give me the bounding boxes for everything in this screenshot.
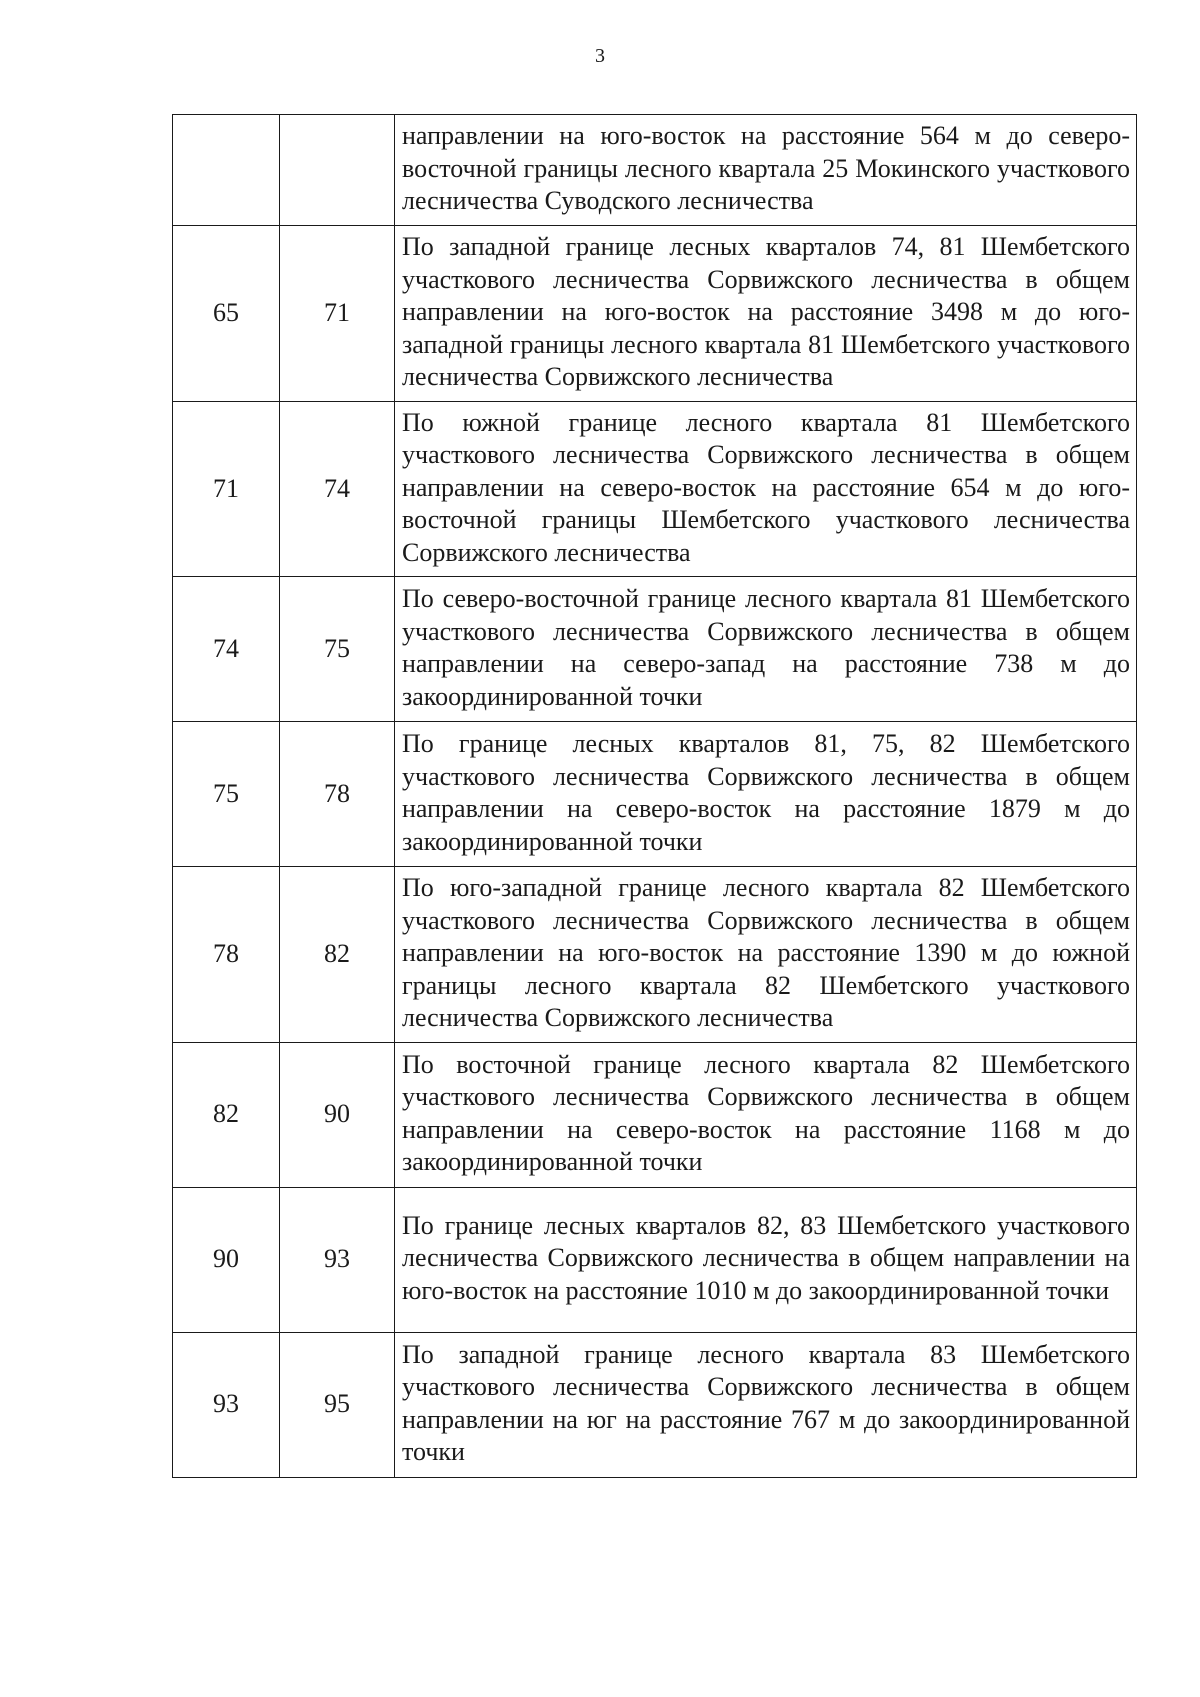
point-from-cell: 65 <box>173 226 280 402</box>
segment-description-cell: направлении на юго-восток на расстояние 564 м до северо-восточной границы лесного квартала 25 Мокинского участкового лесничества Суводского лесничества <box>395 115 1137 226</box>
table-row <box>173 1332 1137 1477</box>
point-to-cell: 82 <box>280 867 395 1043</box>
point-to-cell: 74 <box>280 401 395 577</box>
point-to-cell: 90 <box>280 1042 395 1187</box>
segment-description-cell: По границе лесных кварталов 82, 83 Шембетского участкового лесничества Сорвижского лесничества в общем направлении на юго-восток на расстояние 1010 м до закоординированной точки <box>395 1187 1137 1332</box>
point-from-cell <box>173 115 280 226</box>
point-to-cell: 95 <box>280 1332 395 1477</box>
point-to-cell: 75 <box>280 577 395 722</box>
point-to-cell: 93 <box>280 1187 395 1332</box>
boundary-description-table <box>172 114 1137 1478</box>
point-from-cell: 74 <box>173 577 280 722</box>
point-from-cell: 93 <box>173 1332 280 1477</box>
segment-description-cell: По восточной границе лесного квартала 82 Шембетского участкового лесничества Сорвижского лесничества в общем направлении на северо-восток на расстояние 1168 м до закоординированной точки <box>395 1042 1137 1187</box>
table-row <box>173 115 1137 226</box>
table-row <box>173 401 1137 577</box>
point-from-cell: 82 <box>173 1042 280 1187</box>
segment-description-cell: По юго-западной границе лесного квартала 82 Шембетского участкового лесничества Сорвижского лесничества в общем направлении на юго-восток на расстояние 1390 м до южной границы лесного квартала 82 Шембетского участкового лесничества Сорвижского лесничества <box>395 867 1137 1043</box>
table-row <box>173 1042 1137 1187</box>
segment-description-cell: По северо-восточной границе лесного квартала 81 Шембетского участкового лесничества Сорвижского лесничества в общем направлении на северо-запад на расстояние 738 м до закоординированной точки <box>395 577 1137 722</box>
segment-description-cell: По западной границе лесного квартала 83 Шембетского участкового лесничества Сорвижского лесничества в общем направлении на юг на расстояние 767 м до закоординированной точки <box>395 1332 1137 1477</box>
page-number: 3 <box>595 45 605 67</box>
point-to-cell <box>280 115 395 226</box>
point-to-cell: 71 <box>280 226 395 402</box>
point-from-cell: 78 <box>173 867 280 1043</box>
point-to-cell: 78 <box>280 722 395 867</box>
table-row <box>173 226 1137 402</box>
table-row <box>173 1187 1137 1332</box>
point-from-cell: 71 <box>173 401 280 577</box>
table-row <box>173 867 1137 1043</box>
segment-description-cell: По южной границе лесного квартала 81 Шембетского участкового лесничества Сорвижского лесничества в общем направлении на северо-восток на расстояние 654 м до юго-восточной границы Шембетского участкового лесничества Сорвижского лесничества <box>395 401 1137 577</box>
segment-description-cell: По западной границе лесных кварталов 74, 81 Шембетского участкового лесничества Сорвижского лесничества в общем направлении на юго-восток на расстояние 3498 м до юго-западной границы лесного квартала 81 Шембетского участкового лесничества Сорвижского лесничества <box>395 226 1137 402</box>
point-from-cell: 90 <box>173 1187 280 1332</box>
point-from-cell: 75 <box>173 722 280 867</box>
table-row <box>173 722 1137 867</box>
table-row <box>173 577 1137 722</box>
segment-description-cell: По границе лесных кварталов 81, 75, 82 Шембетского участкового лесничества Сорвижского лесничества в общем направлении на северо-восток на расстояние 1879 м до закоординированной точки <box>395 722 1137 867</box>
